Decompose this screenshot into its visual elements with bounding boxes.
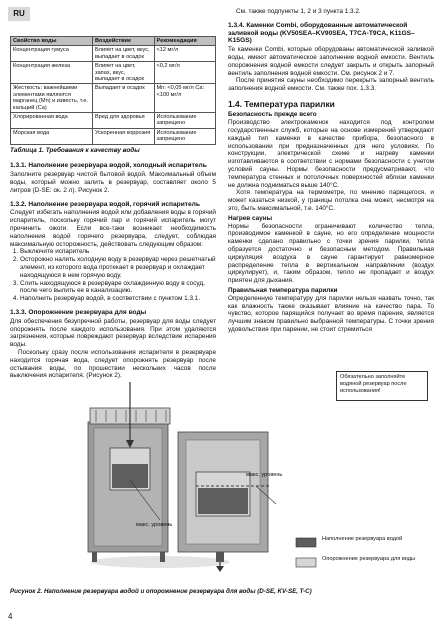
table-header: Воздействие [93,37,155,46]
section-text-1-3-4: Те каменки Combi, которые оборудованы автоматической заливкой воды, имеют автоматическое заполнение водной емкости. Вентиль опорожнения водной емкости следует закрыть и открыть запорный вентиль заполнения водной емкости. См. рисунок 2 и 7. [228,46,434,77]
table-row [11,84,216,113]
table-cell: Использование запрещено [154,113,216,129]
max-level-label-left: макс. уровень [136,522,173,528]
table-cell: Влияет на цвет, запах, вкус, выпадает в осадок [93,62,155,84]
figure-caption: Рисунок 2. Наполнение резервуара водой и опорожнение резервуара для воды (D-SE, KV-SE, T-C) [10,588,312,595]
table-header: Рекомендация [154,37,216,46]
subheading-temperature: Правильная температура парилки [228,287,338,294]
section-text-1-3-3-cont: См. также подпункты 1, 2 и 3 пункта 1.3.2. [236,8,361,15]
table-row [11,113,216,129]
right-column [228,8,434,334]
legend-empty: Опорожнение резервуара для воды [322,556,416,562]
section-text-1-3-1: Заполните резервуар чистой бытовой водой. Максимальный объем воды, который можно залить в резервуар, составляет около 5 литров (D-SE: ок. 2 л). Рисунок 2. [10,171,216,194]
section-text-1-3-2: Следует избегать наполнения водой или добавления воды в горячий испаритель, поскольку горячий пар и горячий испаритель могут причинить ожоги. Если все-таки возникает необходимость наполнения водой горячего резервуара, следует, соблюдая максимальную осторожность, действовать следующим образом: [10,209,216,248]
table-cell: Влияет на цвет, вкус, выпадает в осадок [93,46,155,62]
list-item: 2. Осторожно налить холодную воду в резервуар через решетчатый элемент, из которого вода протекает в резервуар и охлаждает находящуюся в нем горячую воду. [20,256,216,279]
table-row [11,46,216,62]
table-row [11,62,216,84]
table-cell: Mn: <0,05 мг/л Ca: <100 мг/л [154,84,216,113]
paragraph-thermometer: Хотя температура на термометре, по мнению парящегося, и может казаться низкой, у границы потолка она может, несмотря на это, быть максимальной, т.е. 140°С. [228,189,434,213]
table-cell: <0,2 мг/л [154,62,216,84]
table-row [11,128,216,144]
subheading-heating: Нагрев сауны [228,214,273,222]
table-header-row [11,37,216,46]
table-cell: Выпадает в осадок [93,84,155,113]
left-column [10,36,216,380]
table-cell: <12 мг/л [154,46,216,62]
table-caption: Таблица 1. Требования к качеству воды [10,146,140,154]
paragraph-temperature: Определенную температуру для парилки нельзя назвать точно, так как влажность также оказывает влияние на качество пара. То чувство, которое парящийся получает во время парения, является лучшим знаком правильно выбранной температуры. С точки зрения удовольствия при парении, не стоит стремиться [228,294,434,333]
section-title-1-3-4: 1.3.4. Каменки Combi, оборудованные автоматической заливкой воды (KV50SEA–KV90SEA, T7CA-T9CA, K11GS–K15GS) [228,21,415,45]
legend-fill: Наполнение резервуара водой [322,536,403,542]
section-title-1-4: 1.4. Температура парилки [228,98,335,109]
table-header: Свойство воды [11,37,93,46]
table-cell: Жесткость: важнейшими элементами являются марганец (Mn) и известь, т.е. кальций (Ca) [11,84,93,113]
subheading-safety: Безопасность прежде всего [228,111,317,119]
section-text-1-3-3: Для обеспечения безупречной работы, резервуар для воды следует опорожнять после каждого использования. При этом удаляются загрязнения, которые повреждают резервуар вследствие испарения воды. [10,317,216,349]
list-item: 3. Слить находящуюся в резервуаре охлажденную воду в сосуд, после чего вылить ее в канализацию. [20,280,216,296]
section-text-1-3-3: Поскольку сразу после использования испарителя в резервуаре находится горячая вода, следует опорожнять резервуар после остывания воды, по прошествии нескольких часов после выключения испарителя. (Рисунок 2). [10,349,216,380]
paragraph-heating: Нормы безопасности ограничивают количество тепла, производимое каменкой в сауне, но его определение мощности каменки сделано правильно с точки зрения парилки, тепла образуется достаточно и безопасным методом. Правильная циркуляция воздуха в сауне гарантирует равномерное распределение тепла в вертикальном направлении (воздух циркулирует), и, таким образом, тепло не пропадает и воздух приятен для дыхания. [228,222,434,285]
reminder-box: Обязательно заполняйте водяной резервуар после использования! [336,371,428,401]
table-cell: Вред для здоровья [93,113,155,129]
water-quality-table [10,36,216,145]
section-text-1-3-4: После принятия сауны необходимо перекрыть запорный вентиль заполнения водной емкости. См. также пох. 1.3.3. [228,77,434,93]
list-item: 1. Выключите испаритель [20,248,216,256]
language-badge: RU [8,7,30,21]
max-level-label-right: макс. уровень [246,472,283,478]
section-title-1-3-1: 1.3.1. Наполнение резервуара водой, холодный испаритель [10,162,207,170]
section-title-1-3-2: 1.3.2. Наполнение резервуара водой, горячий испаритель [10,200,200,208]
steps-list [10,248,216,303]
table-cell: Морская вода [11,128,93,144]
table-cell: Концентрация гумуса [11,46,93,62]
table-cell: Концентрация железа [11,62,93,84]
table-cell: Использование запрещено [154,128,216,144]
paragraph-safety: Производство электрокаменок находится под контролем государственных служб, которые на основе измерений утверждают каждый тип каменки в качестве прибора, безопасного в использовании при предназначенных для него условиях. По конструкции, электрической схеме и нагреву каменки изготавливаются в соответствии с нормами безопасности с учетом условий сауны. Нормы безопасности предусматривают, что температура стенных и потолочных поверхностей вблизи каменки не должна подниматься выше 140°С. [228,119,434,189]
section-title-1-3-3: 1.3.3. Опорожнение резервуара для воды [10,309,147,317]
table-cell: Ускоренная коррозия [93,128,155,144]
page-number: 4 [8,612,13,621]
list-item: 4. Наполнить резервуар водой, в соответствии с пунктом 1.3.1. [20,295,216,303]
table-cell: Хлорированная вода [11,113,93,129]
